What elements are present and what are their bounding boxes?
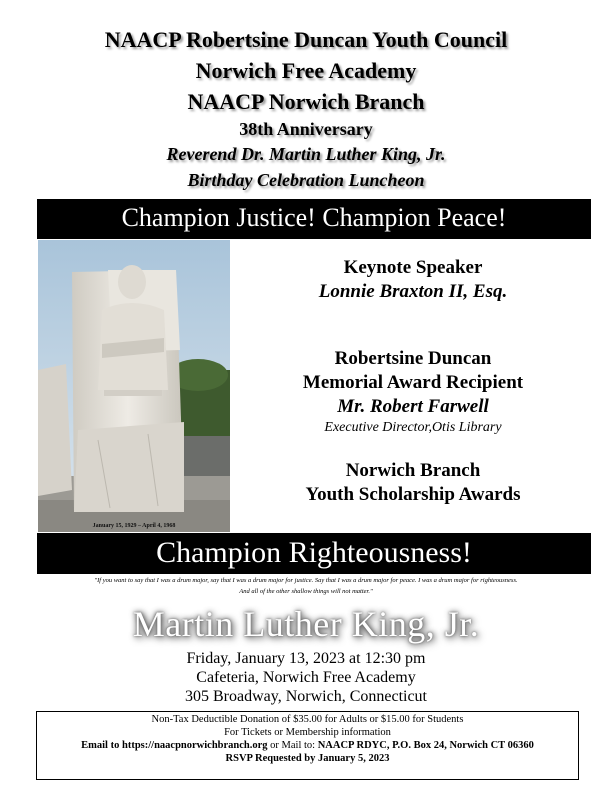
donation-info: Non-Tax Deductible Donation of $35.00 for Adults or $15.00 for Students bbox=[151, 714, 464, 725]
banner-champion-righteousness: Champion Righteousness! bbox=[37, 533, 591, 574]
mail-prefix: or Mail to: bbox=[270, 740, 316, 751]
quote-line1: "If you want to say that I was a drum major, say that I was a drum major for justice. Say that I was a drum major for peace. I was a drum major for righteousness. bbox=[94, 577, 518, 584]
branch-title: NAACP Norwich Branch bbox=[187, 89, 425, 114]
scholarship-line2: Youth Scholarship Awards bbox=[305, 484, 521, 505]
banner-champion-justice: Champion Justice! Champion Peace! bbox=[37, 199, 591, 239]
scholarship-line1: Norwich Branch bbox=[345, 460, 481, 481]
anniversary-label: 38th Anniversary bbox=[239, 119, 373, 139]
event-address: 305 Broadway, Norwich, Connecticut bbox=[184, 688, 427, 705]
luncheon-title: Birthday Celebration Luncheon bbox=[187, 170, 425, 190]
event-venue: Cafeteria, Norwich Free Academy bbox=[196, 669, 416, 686]
memorial-illustration bbox=[38, 240, 230, 532]
email-prefix: Email to bbox=[81, 740, 120, 751]
program-details bbox=[236, 256, 590, 507]
event-datetime: Friday, January 13, 2023 at 12:30 pm bbox=[186, 650, 426, 667]
academy-title: Norwich Free Academy bbox=[195, 58, 417, 83]
award-name-line1: Robertsine Duncan bbox=[334, 348, 492, 369]
rsvp-deadline: RSVP Requested by January 5, 2023 bbox=[225, 753, 390, 764]
event-header bbox=[0, 24, 612, 193]
mlk-name-title: Martin Luther King, Jr. bbox=[132, 604, 480, 644]
honoree-title: Reverend Dr. Martin Luther King, Jr. bbox=[166, 144, 446, 164]
award-recipient-name: Mr. Robert Farwell bbox=[337, 396, 489, 417]
mlk-memorial-photo bbox=[38, 240, 230, 532]
keynote-heading: Keynote Speaker bbox=[343, 257, 483, 278]
tickets-info: For Tickets or Membership information bbox=[224, 727, 391, 738]
youth-council-title: NAACP Robertsine Duncan Youth Council bbox=[104, 27, 508, 52]
mlk-quote bbox=[40, 575, 572, 597]
mail-address: NAACP RDYC, P.O. Box 24, Norwich CT 06360 bbox=[317, 740, 534, 751]
quote-line2: And all of the other shallow things will not matter." bbox=[239, 588, 373, 595]
award-recipient-title: Executive Director,Otis Library bbox=[324, 420, 502, 435]
website-link[interactable]: https://naacpnorwichbranch.org bbox=[121, 740, 268, 751]
event-details bbox=[0, 649, 612, 706]
ticket-info-box bbox=[36, 711, 579, 780]
photo-caption: January 15, 1929 – April 4, 1968 bbox=[92, 523, 176, 529]
keynote-speaker-name: Lonnie Braxton II, Esq. bbox=[318, 281, 508, 302]
contact-line bbox=[37, 739, 578, 752]
award-name-line2: Memorial Award Recipient bbox=[302, 372, 524, 393]
